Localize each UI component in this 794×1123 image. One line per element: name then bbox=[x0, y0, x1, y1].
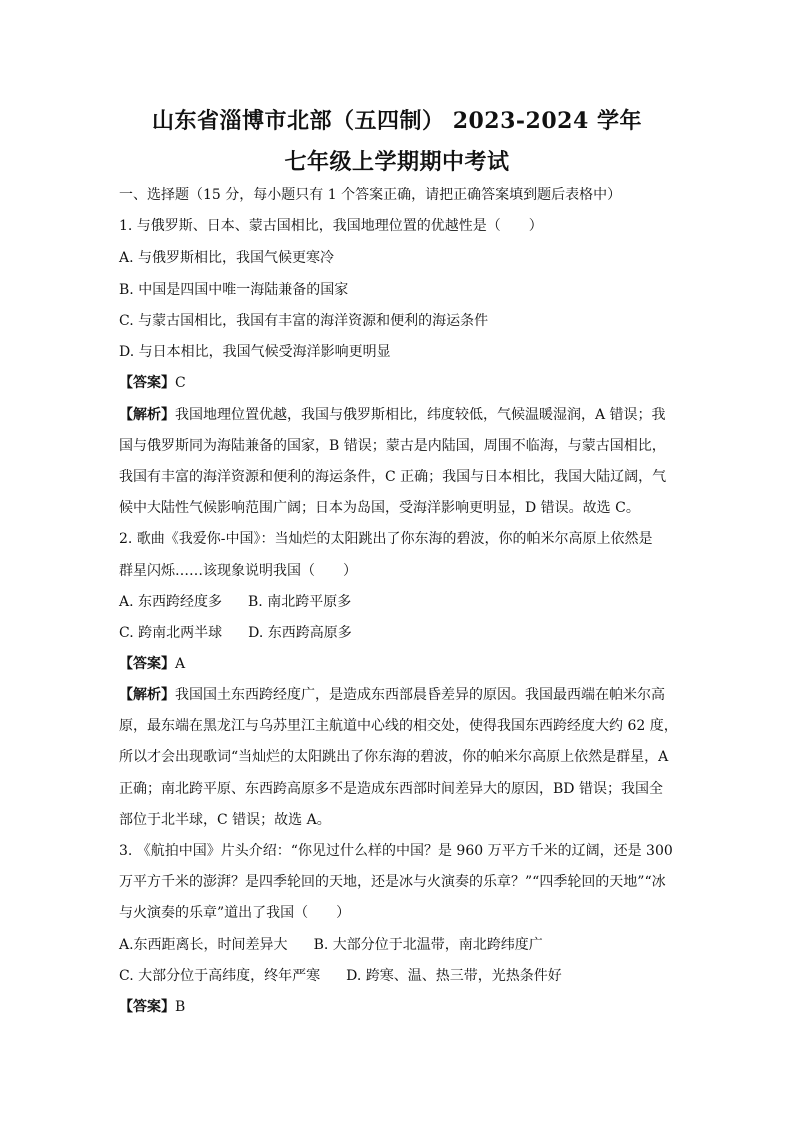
q2-option-b: B. 南北跨平原多 bbox=[248, 594, 352, 610]
q1-analysis-line bbox=[119, 406, 666, 424]
q2-option-d: D. 东西跨高原多 bbox=[248, 625, 352, 641]
q1-analysis-text: 我国地理位置优越，我国与俄罗斯相比，纬度较低，气候温暖湿润，A 错误；我 bbox=[175, 407, 666, 423]
answer-label: 【答案】 bbox=[119, 656, 175, 672]
answer-label: 【答案】 bbox=[119, 375, 175, 391]
q2-analysis-text: 我国国土东西跨经度广，是造成东西部晨昏差异的原因。我国最西端在帕米尔高 bbox=[175, 687, 665, 703]
q2-analysis-line: 原，最东端在黑龙江与乌苏里江主航道中心线的相交处，使得我国东西跨经度大约 62 度， bbox=[119, 718, 678, 734]
q1-analysis-line: 国与俄罗斯同为海陆兼备的国家，B 错误；蒙古是内陆国，周围不临海，与蒙古国相比， bbox=[119, 438, 666, 454]
q2-answer bbox=[119, 655, 185, 673]
q1-analysis-line: 候中大陆性气候影响范围广阔；日本为岛国，受海洋影响更明显，D 错误。故选 C。 bbox=[119, 500, 640, 516]
q1-answer-value: C bbox=[175, 375, 186, 391]
q2-option-a: A. 东西跨经度多 bbox=[119, 594, 223, 610]
q2-analysis-line: 所以才会出现歌词“当灿烂的太阳跳出了你东海的碧波，你的帕米尔高原上依然是群星，A bbox=[119, 749, 669, 765]
document-title-line1: 山东省淄博市北部（五四制） 2023-2024 学年 bbox=[152, 108, 642, 134]
q2-analysis-line bbox=[119, 686, 665, 704]
analysis-label: 【解析】 bbox=[119, 687, 175, 703]
q3-answer bbox=[119, 998, 185, 1016]
section-heading: 一、选择题（15 分，每小题只有 1 个答案正确，请把正确答案填到题后表格中） bbox=[119, 187, 622, 203]
q1-option-c: C. 与蒙古国相比，我国有丰富的海洋资源和便利的海运条件 bbox=[119, 313, 489, 329]
q3-option-a: A.东西距离长，时间差异大 bbox=[119, 937, 288, 953]
q3-stem-cont: 与火演奏的乐章”道出了我国（ ） bbox=[119, 905, 351, 921]
q3-answer-value: B bbox=[175, 999, 186, 1015]
q2-option-c: C. 跨南北两半球 bbox=[119, 625, 223, 641]
q3-stem: 3. 《航拍中国》片头介绍：“你见过什么样的中国？是 960 万平方千米的辽阔，还是 300 bbox=[119, 843, 673, 859]
q2-stem: 2. 歌曲《我爱你-中国》：当灿烂的太阳跳出了你东海的碧波，你的帕米尔高原上依然是 bbox=[119, 531, 653, 547]
q1-answer bbox=[119, 374, 186, 392]
q3-option-d: D. 跨寒、温、热三带，光热条件好 bbox=[346, 968, 562, 984]
q1-analysis-line: 我国有丰富的海洋资源和便利的海运条件，C 正确；我国与日本相比，我国大陆辽阔，气 bbox=[119, 469, 667, 485]
q3-options-row1 bbox=[119, 936, 543, 954]
q1-option-d: D. 与日本相比，我国气候受海洋影响更明显 bbox=[119, 344, 391, 360]
q2-options-row2 bbox=[119, 624, 352, 642]
q2-answer-value: A bbox=[175, 656, 186, 672]
q3-option-b: B. 大部分位于北温带，南北跨纬度广 bbox=[313, 937, 543, 953]
q2-options-row1 bbox=[119, 593, 351, 611]
q3-stem-cont: 万平方千米的澎湃？是四季轮回的天地，还是冰与火演奏的乐章？”“四季轮回的天地”“冰 bbox=[119, 874, 666, 890]
answer-label: 【答案】 bbox=[119, 999, 175, 1015]
q2-analysis-line: 部位于北半球，C 错误；故选 A。 bbox=[119, 812, 331, 828]
q1-option-a: A. 与俄罗斯相比，我国气候更寒冷 bbox=[119, 250, 335, 266]
document-title-line2: 七年级上学期期中考试 bbox=[284, 149, 510, 175]
q3-options-row2 bbox=[119, 967, 562, 985]
q1-stem: 1. 与俄罗斯、日本、蒙古国相比，我国地理位置的优越性是（ ） bbox=[119, 218, 543, 234]
q1-option-b: B. 中国是四国中唯一海陆兼备的国家 bbox=[119, 282, 349, 298]
analysis-label: 【解析】 bbox=[119, 407, 175, 423]
q2-analysis-line: 正确；南北跨平原、东西跨高原多不是造成东西部时间差异大的原因，BD 错误；我国全 bbox=[119, 781, 663, 797]
q2-stem-cont: 群星闪烁……该现象说明我国（ ） bbox=[119, 563, 357, 579]
q3-option-c: C. 大部分位于高纬度，终年严寒 bbox=[119, 968, 321, 984]
